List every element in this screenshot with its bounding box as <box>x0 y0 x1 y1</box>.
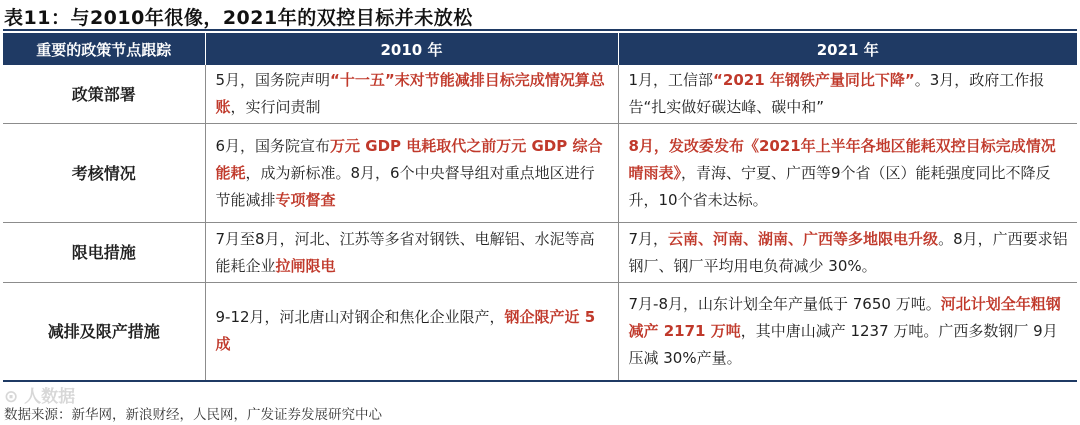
cell-2010 <box>205 283 618 381</box>
body-text: ，成为新标准。8月，6个中央督导组对重点地区进行节能减排 <box>215 163 595 209</box>
body-text: 6月，国务院宣布 <box>215 136 331 155</box>
highlight-text: 8月，发改委发布《2021年上半年各地区能耗双控目标完成情况晴雨表》 <box>628 136 1056 182</box>
header-2021: 2021 年 <box>618 33 1077 65</box>
header-2010: 2010 年 <box>205 33 618 65</box>
cell-2010 <box>205 223 618 283</box>
body-text: ，实行问责制 <box>230 98 321 116</box>
highlight-text: 河北计划全年粗钢减产 2171 万吨 <box>628 294 1061 340</box>
highlight-text: 钢企限产近 5 成 <box>215 308 596 354</box>
row-label: 考核情况 <box>3 124 205 223</box>
row-label: 减排及限产措施 <box>3 283 205 381</box>
highlight-text: 云南、河南、湖南、广西等多地限电升级 <box>668 229 939 248</box>
body-text: 1月，工信部 <box>628 71 714 89</box>
table-row <box>3 283 1077 381</box>
row-label: 限电措施 <box>3 223 205 283</box>
body-text: ，青海、宁夏、广西等9个省（区）能耗强度同比不降反升，10个省未达标。 <box>628 163 1051 209</box>
title-rule <box>3 29 1077 31</box>
policy-comparison-table <box>3 33 1077 382</box>
cell-2021 <box>618 124 1077 223</box>
data-source: 数据来源：新华网，新浪财经，人民网，广发证券发展研究中心 <box>4 407 382 423</box>
body-text: ，其中唐山减产 1237 万吨。广西多数钢厂 9月压减 30%产量。 <box>628 321 1058 367</box>
highlight-text: 专项督查 <box>275 190 336 209</box>
body-text: 9-12月，河北唐山对钢企和焦化企业限产， <box>215 308 505 327</box>
cell-2010 <box>205 65 618 124</box>
highlight-text: “十一五”末对节能减排目标完成情况算总账 <box>215 71 605 116</box>
watermark-logo: ⊙ 人数据 <box>4 387 76 407</box>
highlight-text: 拉闸限电 <box>275 256 336 275</box>
body-text: 7月至8月，河北、江苏等多省对钢铁、电解铝、水泥等高能耗企业 <box>215 229 595 275</box>
body-text: 。8月，广西要求铝钢厂、钢厂平均用电负荷减少 30%。 <box>628 229 1068 275</box>
body-text: 7月-8月，山东计划全年产量低于 7650 万吨。 <box>628 294 941 313</box>
highlight-text: 万元 GDP 电耗取代之前万元 GDP 综合能耗 <box>215 136 603 182</box>
header-node: 重要的政策节点跟踪 <box>3 33 205 65</box>
body-text: 。3月，政府工作报告“扎实做好碳达峰、碳中和” <box>628 71 1045 116</box>
body-text: 5月，国务院声明 <box>215 71 331 89</box>
cell-2021 <box>618 223 1077 283</box>
table-title: 表11：与2010年很像，2021年的双控目标并未放松 <box>4 7 473 29</box>
table-header-row <box>3 33 1077 65</box>
body-text: 7月， <box>628 229 669 248</box>
cell-2010 <box>205 124 618 223</box>
table-row <box>3 124 1077 223</box>
cell-2021 <box>618 283 1077 381</box>
table-row <box>3 223 1077 283</box>
row-label: 政策部署 <box>3 65 205 124</box>
table-row <box>3 65 1077 124</box>
cell-2021 <box>618 65 1077 124</box>
highlight-text: “2021 年钢铁产量同比下降” <box>713 71 915 89</box>
